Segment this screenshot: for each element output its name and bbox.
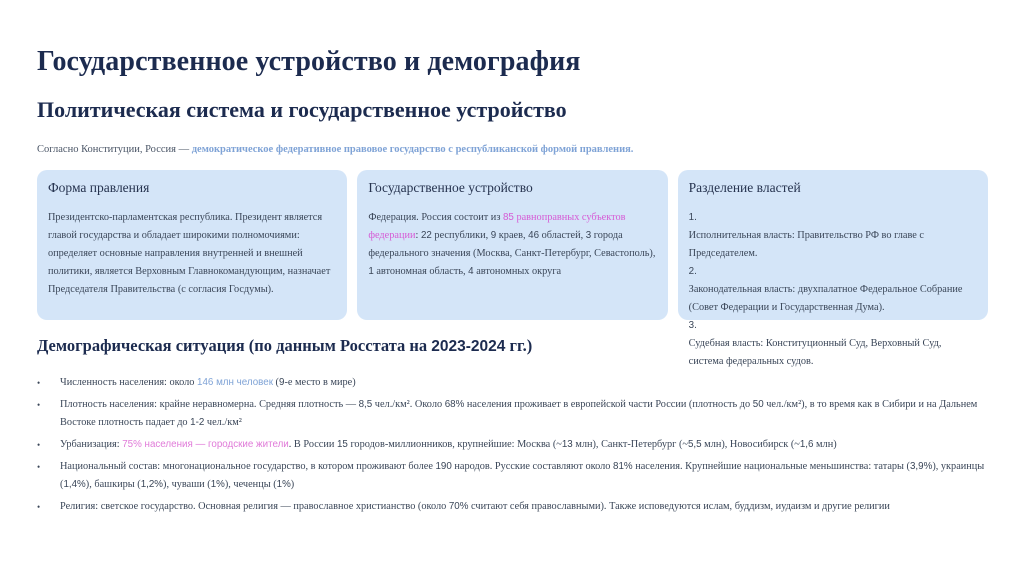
card-form-of-government	[37, 170, 347, 320]
number: 46	[528, 230, 540, 241]
item-number: 3.	[688, 320, 697, 331]
item-text: Судебная власть: Конституционный Суд, Верховный Суд, система федеральных судов.	[688, 338, 942, 367]
text-run: считают себя православными). Также исповедуются ислам, буддизм, иудаизм и другие религии	[468, 501, 890, 512]
text-run: ), чеченцы (	[224, 479, 277, 490]
text-run: автономных округа	[473, 266, 562, 277]
number: 5,5	[687, 439, 702, 450]
text-run: Федерация. Россия состоит из	[368, 212, 503, 223]
item-text: Законодательная власть: двухпалатное Федеральное Собрание (Совет Федерации и Государственная Дума).	[688, 284, 963, 313]
list-item	[689, 209, 978, 263]
number: 8,5	[358, 399, 373, 410]
text-run: Религия: светское государство. Основная религия — православное христианство (около	[60, 501, 449, 512]
text-run: чел./км². Около	[372, 399, 445, 410]
list-item-religion	[37, 498, 987, 516]
number: 1	[368, 266, 374, 277]
number: 15	[336, 439, 348, 450]
text-run: гг.)	[505, 336, 533, 355]
text-run: ), чуваши (	[163, 479, 211, 490]
number: 4	[468, 266, 474, 277]
text-run: Урбанизация:	[60, 439, 123, 450]
text-run: (	[272, 377, 279, 388]
number: 50	[752, 399, 764, 410]
intro-highlight: демократическое федеративное правовое государство с республиканской формой правления.	[191, 144, 634, 155]
number: 190	[435, 461, 452, 472]
number: 68%	[444, 399, 465, 410]
number: 1,4%	[63, 479, 86, 490]
text-run: городов-миллионников, крупнейшие: Москва (~	[347, 439, 562, 450]
highlight-number: 75%	[122, 439, 142, 450]
bullet-icon: •	[37, 502, 41, 512]
item-number: 1.	[688, 212, 697, 223]
bullet-icon: •	[37, 440, 41, 450]
text-run: республики,	[431, 230, 491, 241]
card-body: Президентско-парламентская республика. Президент является главой государства и обладает широкими полномочиями: определяет основные направления внутренней и внешней политики, является Верховным Главнокомандующим, назначает Председателя Правительства (с согласия Госдумы).	[48, 212, 331, 295]
number: 1%	[210, 479, 225, 490]
text-run: млн)	[813, 439, 837, 450]
list-item-ethnic	[37, 458, 987, 494]
years: 2023-2024	[431, 338, 506, 355]
text-run: . В России	[288, 439, 337, 450]
intro-paragraph	[37, 144, 633, 155]
text-run: областей,	[539, 230, 586, 241]
demography-list	[37, 374, 987, 520]
item-number: 2.	[688, 266, 697, 277]
text-run: краев,	[496, 230, 529, 241]
highlight-text: населения — городские жители	[141, 439, 289, 450]
number: 22	[420, 230, 432, 241]
card-state-structure	[357, 170, 667, 320]
section-subtitle: Политическая система и государственное устройство	[37, 97, 567, 122]
number: 13	[561, 439, 573, 450]
intro-text: Согласно Конституции, Россия —	[37, 144, 192, 155]
number: 81%	[613, 461, 633, 472]
card-title: Форма правления	[48, 180, 150, 195]
number: 70%	[448, 501, 469, 512]
text-run: населения проживает в европейской части России (плотность до	[464, 399, 753, 410]
text-run: города федерального значения (Москва, Санкт-Петербург, Севастополь),	[368, 230, 656, 259]
card-body	[368, 209, 657, 281]
number: 1,6	[799, 439, 814, 450]
text-run: ), украинцы (	[60, 461, 985, 490]
list-item-density	[37, 396, 987, 432]
highlight-text: 146 млн человек	[197, 377, 273, 388]
highlight-number: 85	[502, 212, 514, 223]
item-text: Исполнительная власть: Правительство РФ во главе с Председателем.	[688, 230, 924, 259]
bullet-icon: •	[37, 378, 41, 388]
text-run: Численность населения: около	[60, 377, 197, 388]
text-run: чел./км²	[204, 417, 242, 428]
list-item-population	[37, 374, 987, 392]
text-run: млн), Санкт-Петербург (~	[572, 439, 688, 450]
text-run: )	[290, 479, 295, 490]
list-item	[689, 317, 978, 371]
text-run: чел./км²), в то время как в Сибири и на Дальнем Востоке плотность падает до	[60, 399, 978, 428]
card-title: Разделение властей	[688, 180, 801, 195]
number: 9	[279, 377, 285, 388]
text-run: ), башкиры (	[85, 479, 141, 490]
number: 1,2%	[140, 479, 164, 490]
text-run: автономная область,	[373, 266, 469, 277]
number: 9	[490, 230, 497, 241]
list-item-urbanization	[37, 436, 987, 454]
bullet-icon: •	[37, 400, 41, 410]
number: 3,9%	[909, 461, 933, 472]
page-title: Государственное устройство и демография	[37, 46, 581, 77]
highlight-text: равноправных субъектов федерации	[368, 212, 626, 241]
text-run: Плотность населения: крайне неравномерна. Средняя плотность —	[60, 399, 359, 410]
number: 1-2	[190, 417, 205, 428]
card-title: Государственное устройство	[368, 180, 533, 195]
number: 1%	[276, 479, 291, 490]
text-run: Демографическая ситуация (по данным Росстата на	[37, 336, 432, 355]
text-run: -е место в мире)	[284, 377, 356, 388]
list-item	[689, 263, 978, 317]
card-body	[689, 209, 978, 371]
text-run: народов. Русские составляют около	[451, 461, 614, 472]
text-run: Национальный состав: многонациональное государство, в котором проживают более	[60, 461, 436, 472]
demography-title	[37, 336, 532, 356]
number: 3	[585, 230, 592, 241]
text-run: населения. Крупнейшие национальные меньшинства: татары (	[632, 461, 910, 472]
text-run: :	[415, 230, 421, 241]
bullet-icon: •	[37, 462, 41, 472]
text-run: млн), Новосибирск (~	[701, 439, 800, 450]
card-separation-of-powers	[678, 170, 988, 367]
